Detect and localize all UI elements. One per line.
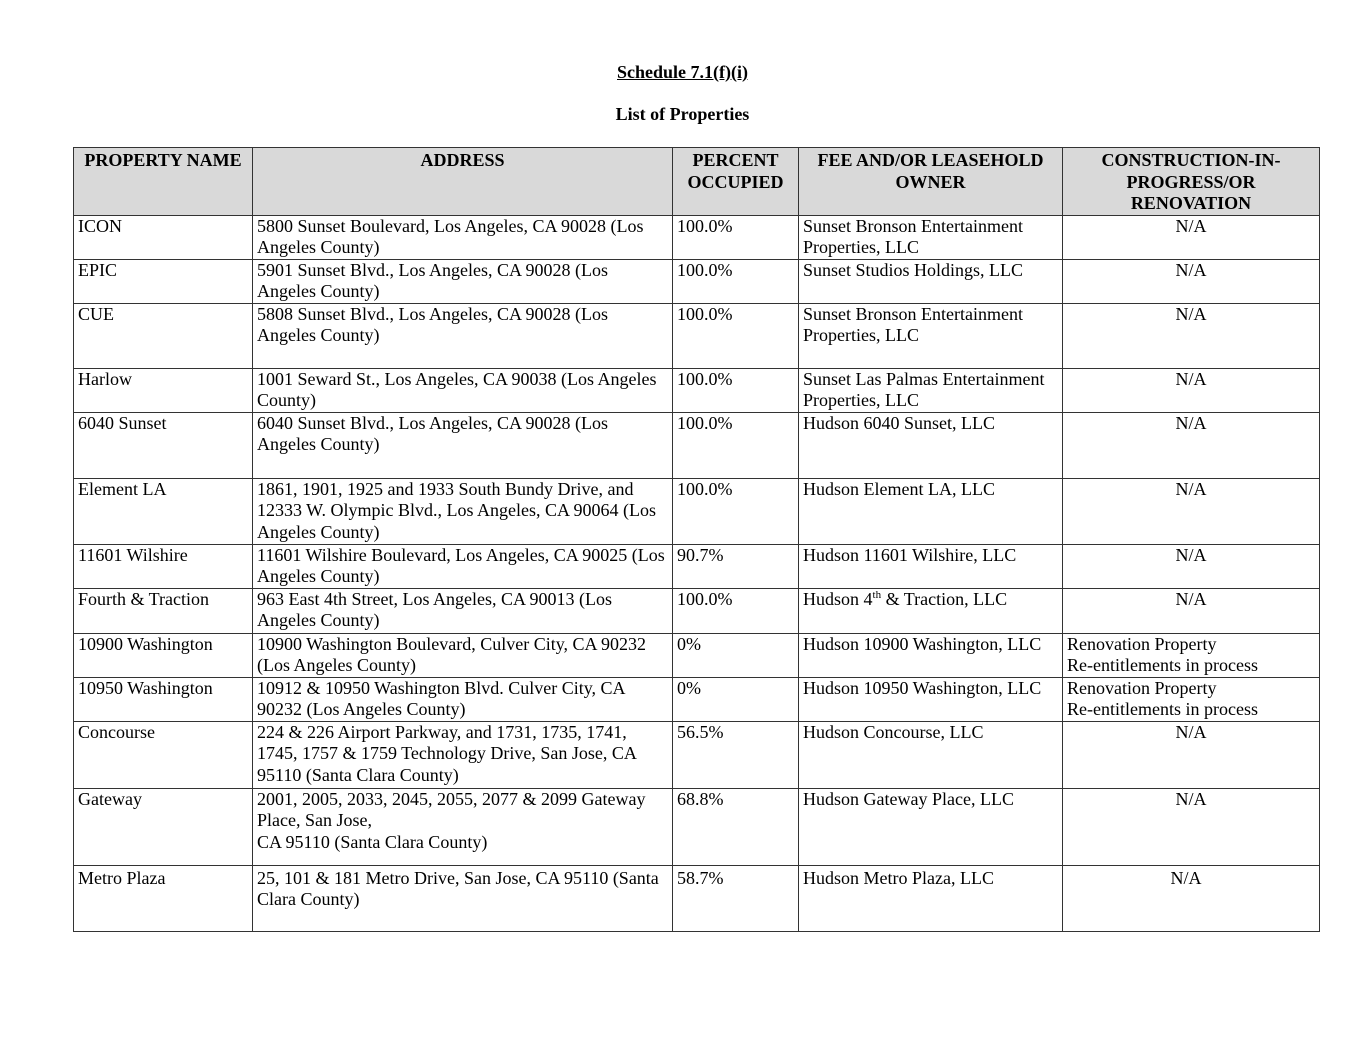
construction-status: N/A <box>1063 303 1320 368</box>
table-row <box>74 368 1320 412</box>
percent-occupied: 100.0% <box>673 259 799 303</box>
owner-superscript: th <box>872 588 882 601</box>
property-address: 1001 Seward St., Los Angeles, CA 90038 (Los Angeles County) <box>253 368 673 412</box>
owner: Hudson Gateway Place, LLC <box>799 788 1063 865</box>
owner: Hudson 6040 Sunset, LLC <box>799 412 1063 478</box>
list-title: List of Properties <box>615 104 750 124</box>
construction-line: Re-entitlements in process <box>1067 655 1258 675</box>
percent-occupied: 100.0% <box>673 412 799 478</box>
property-name: EPIC <box>74 259 253 303</box>
header-address: ADDRESS <box>253 148 673 216</box>
property-name: Element LA <box>74 478 253 544</box>
property-address: 25, 101 & 181 Metro Drive, San Jose, CA 95110 (Santa Clara County) <box>253 865 673 931</box>
percent-occupied: 0% <box>673 677 799 721</box>
construction-status: N/A <box>1063 588 1320 633</box>
owner <box>799 588 1063 633</box>
table-row <box>74 215 1320 259</box>
table-row <box>74 544 1320 588</box>
owner: Hudson Element LA, LLC <box>799 478 1063 544</box>
property-name: 11601 Wilshire <box>74 544 253 588</box>
table-row <box>74 259 1320 303</box>
construction-status: N/A <box>1063 368 1320 412</box>
percent-occupied: 100.0% <box>673 478 799 544</box>
table-row <box>74 478 1320 544</box>
percent-occupied: 100.0% <box>673 588 799 633</box>
property-name: ICON <box>74 215 253 259</box>
construction-line: Re-entitlements in process <box>1067 699 1258 719</box>
owner: Hudson Metro Plaza, LLC <box>799 865 1063 931</box>
percent-occupied: 68.8% <box>673 788 799 865</box>
property-address <box>253 788 673 865</box>
property-name: Fourth & Traction <box>74 588 253 633</box>
construction-line: Renovation Property <box>1067 677 1217 698</box>
construction-status: N/A <box>1063 544 1320 588</box>
property-name: 10950 Washington <box>74 677 253 721</box>
owner: Sunset Studios Holdings, LLC <box>799 259 1063 303</box>
property-address: 1861, 1901, 1925 and 1933 South Bundy Drive, and 12333 W. Olympic Blvd., Los Angeles, CA 90064 (Los Angeles County) <box>253 478 673 544</box>
owner-suffix: & Traction, LLC <box>881 588 1008 609</box>
property-address: 224 & 226 Airport Parkway, and 1731, 1735, 1741, 1745, 1757 & 1759 Technology Drive, San Jose, CA 95110 (Santa Clara County) <box>253 721 673 788</box>
percent-occupied: 100.0% <box>673 368 799 412</box>
table-row <box>74 412 1320 478</box>
owner: Sunset Bronson Entertainment Properties, LLC <box>799 303 1063 368</box>
property-address: 5800 Sunset Boulevard, Los Angeles, CA 90028 (Los Angeles County) <box>253 215 673 259</box>
property-name: CUE <box>74 303 253 368</box>
properties-table <box>73 147 1320 932</box>
construction-status: N/A <box>1063 259 1320 303</box>
percent-occupied: 90.7% <box>673 544 799 588</box>
table-row <box>74 677 1320 721</box>
percent-occupied: 100.0% <box>673 215 799 259</box>
property-address: 5901 Sunset Blvd., Los Angeles, CA 90028 (Los Angeles County) <box>253 259 673 303</box>
header-percent-occupied: PERCENT OCCUPIED <box>673 148 799 216</box>
owner-prefix: Hudson 4 <box>803 588 873 609</box>
owner: Hudson 11601 Wilshire, LLC <box>799 544 1063 588</box>
construction-status: N/A <box>1063 215 1320 259</box>
property-name: Gateway <box>74 788 253 865</box>
property-name: 10900 Washington <box>74 633 253 677</box>
owner: Hudson 10900 Washington, LLC <box>799 633 1063 677</box>
construction-status: N/A <box>1063 478 1320 544</box>
address-line: CA 95110 (Santa Clara County) <box>257 831 488 852</box>
property-name: Metro Plaza <box>74 865 253 931</box>
table-row <box>74 721 1320 788</box>
owner: Sunset Bronson Entertainment Properties, LLC <box>799 215 1063 259</box>
construction-line: Renovation Property <box>1067 633 1217 654</box>
property-name: Concourse <box>74 721 253 788</box>
header-property-name: PROPERTY NAME <box>74 148 253 216</box>
construction-status: N/A <box>1063 788 1320 865</box>
property-name: Harlow <box>74 368 253 412</box>
percent-occupied: 58.7% <box>673 865 799 931</box>
owner: Hudson Concourse, LLC <box>799 721 1063 788</box>
percent-occupied: 100.0% <box>673 303 799 368</box>
address-line: 2001, 2005, 2033, 2045, 2055, 2077 & 2099 Gateway Place, San Jose, <box>257 788 646 830</box>
property-address: 11601 Wilshire Boulevard, Los Angeles, CA 90025 (Los Angeles County) <box>253 544 673 588</box>
property-address: 6040 Sunset Blvd., Los Angeles, CA 90028 (Los Angeles County) <box>253 412 673 478</box>
property-address: 5808 Sunset Blvd., Los Angeles, CA 90028 (Los Angeles County) <box>253 303 673 368</box>
percent-occupied: 0% <box>673 633 799 677</box>
table-row <box>74 633 1320 677</box>
header-owner: FEE AND/OR LEASEHOLD OWNER <box>799 148 1063 216</box>
construction-status <box>1063 677 1320 721</box>
property-address: 10912 & 10950 Washington Blvd. Culver City, CA 90232 (Los Angeles County) <box>253 677 673 721</box>
construction-status: N/A <box>1063 412 1320 478</box>
owner: Hudson 10950 Washington, LLC <box>799 677 1063 721</box>
property-address: 10900 Washington Boulevard, Culver City, CA 90232 (Los Angeles County) <box>253 633 673 677</box>
property-name: 6040 Sunset <box>74 412 253 478</box>
schedule-title: Schedule 7.1(f)(i) <box>617 62 748 82</box>
construction-status: N/A <box>1063 721 1320 788</box>
header-construction: CONSTRUCTION-IN-PROGRESS/OR RENOVATION <box>1063 148 1320 216</box>
table-row <box>74 788 1320 865</box>
table-row <box>74 303 1320 368</box>
property-address: 963 East 4th Street, Los Angeles, CA 90013 (Los Angeles County) <box>253 588 673 633</box>
construction-status <box>1063 633 1320 677</box>
table-row <box>74 588 1320 633</box>
construction-status: N/A <box>1063 865 1320 931</box>
table-row <box>74 865 1320 931</box>
owner: Sunset Las Palmas Entertainment Properties, LLC <box>799 368 1063 412</box>
percent-occupied: 56.5% <box>673 721 799 788</box>
